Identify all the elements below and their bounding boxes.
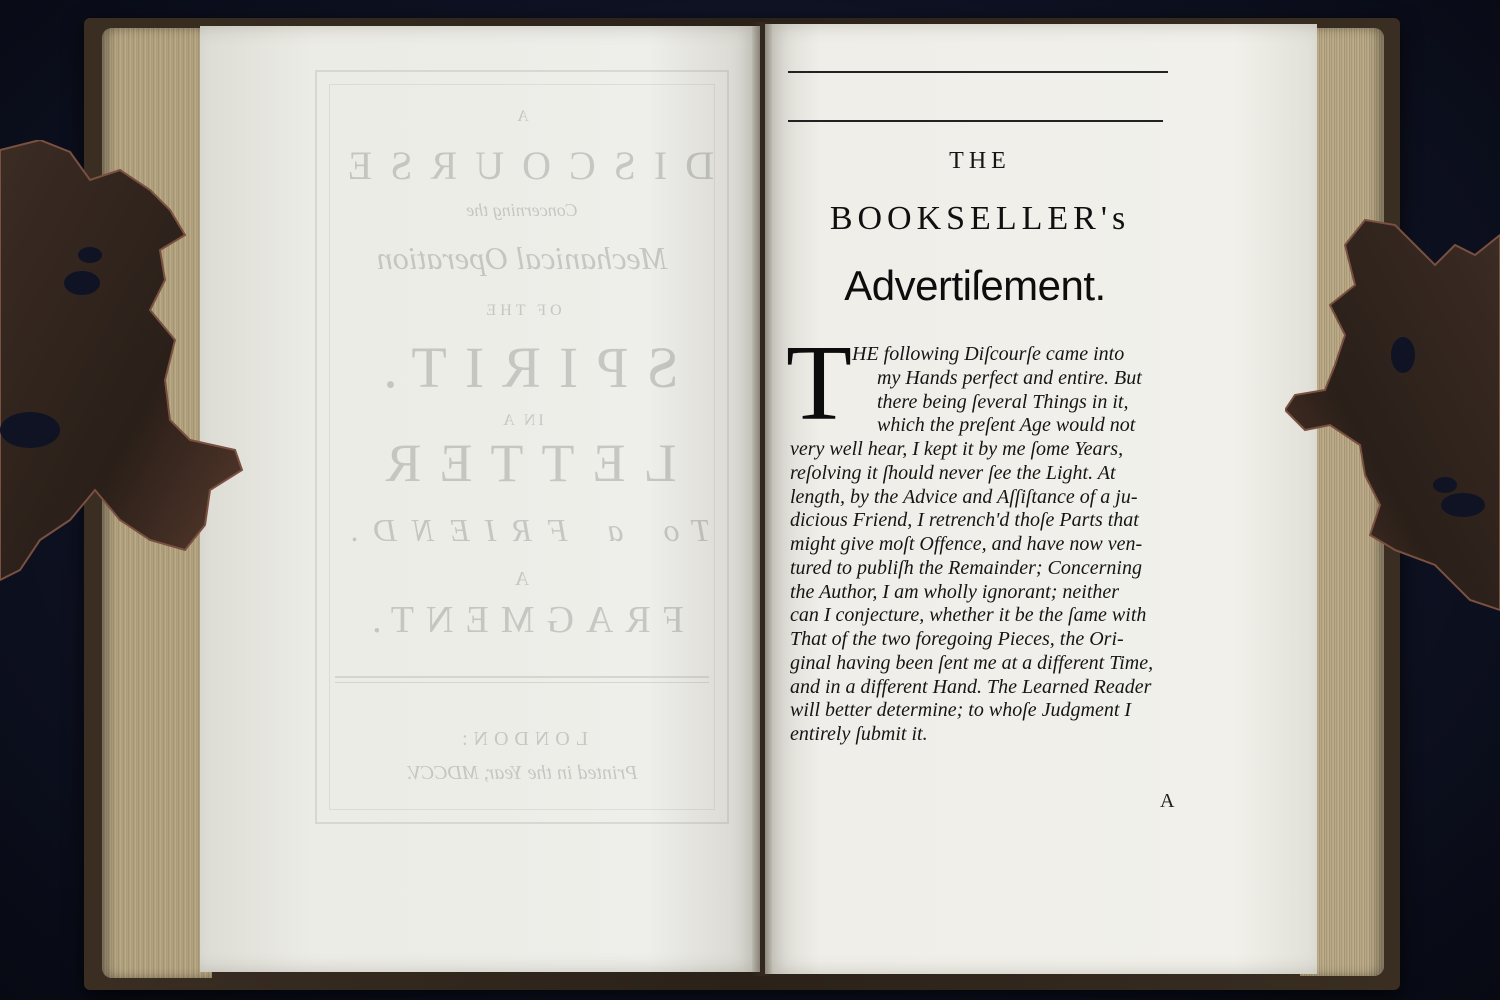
showthrough-line: Mechanical Operation bbox=[376, 240, 668, 276]
title-the: THE bbox=[949, 148, 1011, 174]
text-line: That of the two foregoing Pieces, the Ori- bbox=[790, 628, 1124, 650]
showthrough-line: OF THE bbox=[482, 302, 562, 319]
showthrough-line: FRAGMENT. bbox=[360, 599, 684, 641]
showthrough-line: Concerning the bbox=[466, 200, 578, 220]
showthrough-line: DISCOURSE bbox=[329, 143, 715, 188]
showthrough-line: SPIRIT. bbox=[365, 335, 679, 400]
text-line: can I conjecture, whether it be the ſame with bbox=[790, 604, 1147, 626]
top-rule bbox=[788, 71, 1168, 73]
text-line: will better determine; to whoſe Judgment I bbox=[790, 699, 1132, 721]
showthrough-title-page bbox=[315, 70, 729, 824]
left-page-clip bbox=[0, 140, 250, 600]
text-line: might give moſt Offence, and have now ven- bbox=[790, 533, 1143, 555]
showthrough-line: IN A bbox=[500, 412, 544, 429]
showthrough-line: LETTER bbox=[367, 433, 677, 493]
header-rule bbox=[788, 120, 1163, 122]
text-line: HE following Diſcourſe came into bbox=[852, 343, 1125, 365]
text-line: my Hands perfect and entire. But bbox=[877, 367, 1142, 389]
text-line: the Author, I am wholly ignorant; neither bbox=[790, 581, 1120, 603]
text-line: which the preſent Age would not bbox=[877, 414, 1136, 436]
text-line: very well hear, I kept it by me ſome Years, bbox=[790, 438, 1124, 460]
title-bookseller: BOOKSELLER's bbox=[829, 200, 1131, 237]
text-line: length, by the Advice and Aſſiſtance of a ju- bbox=[790, 486, 1138, 508]
showthrough-line: LONDON: bbox=[456, 728, 588, 750]
text-line: and in a different Hand. The Learned Reader bbox=[790, 676, 1152, 698]
title-advertisement: Advertiſement. bbox=[844, 262, 1106, 309]
text-line: tured to publiſh the Remainder; Concerning bbox=[790, 557, 1142, 579]
drop-cap: T bbox=[786, 324, 852, 443]
text-line: ginal having been ſent me at a different Time, bbox=[790, 652, 1154, 674]
text-line: entirely ſubmit it. bbox=[790, 723, 928, 745]
showthrough-line: Printed in the Year, MDCCV. bbox=[406, 762, 638, 784]
showthrough-line: A bbox=[514, 568, 530, 590]
signature-mark: A bbox=[1160, 790, 1175, 812]
showthrough-rule bbox=[335, 676, 709, 683]
showthrough-line: A bbox=[515, 108, 529, 125]
text-line: reſolving it ſhould never ſee the Light. At bbox=[790, 462, 1116, 484]
text-line: there being ſeveral Things in it, bbox=[877, 391, 1129, 413]
showthrough-line: To a FRIEND. bbox=[333, 512, 711, 548]
text-line: dicious Friend, I retrench'd thoſe Parts that bbox=[790, 509, 1139, 531]
right-page-clip bbox=[1285, 205, 1500, 615]
